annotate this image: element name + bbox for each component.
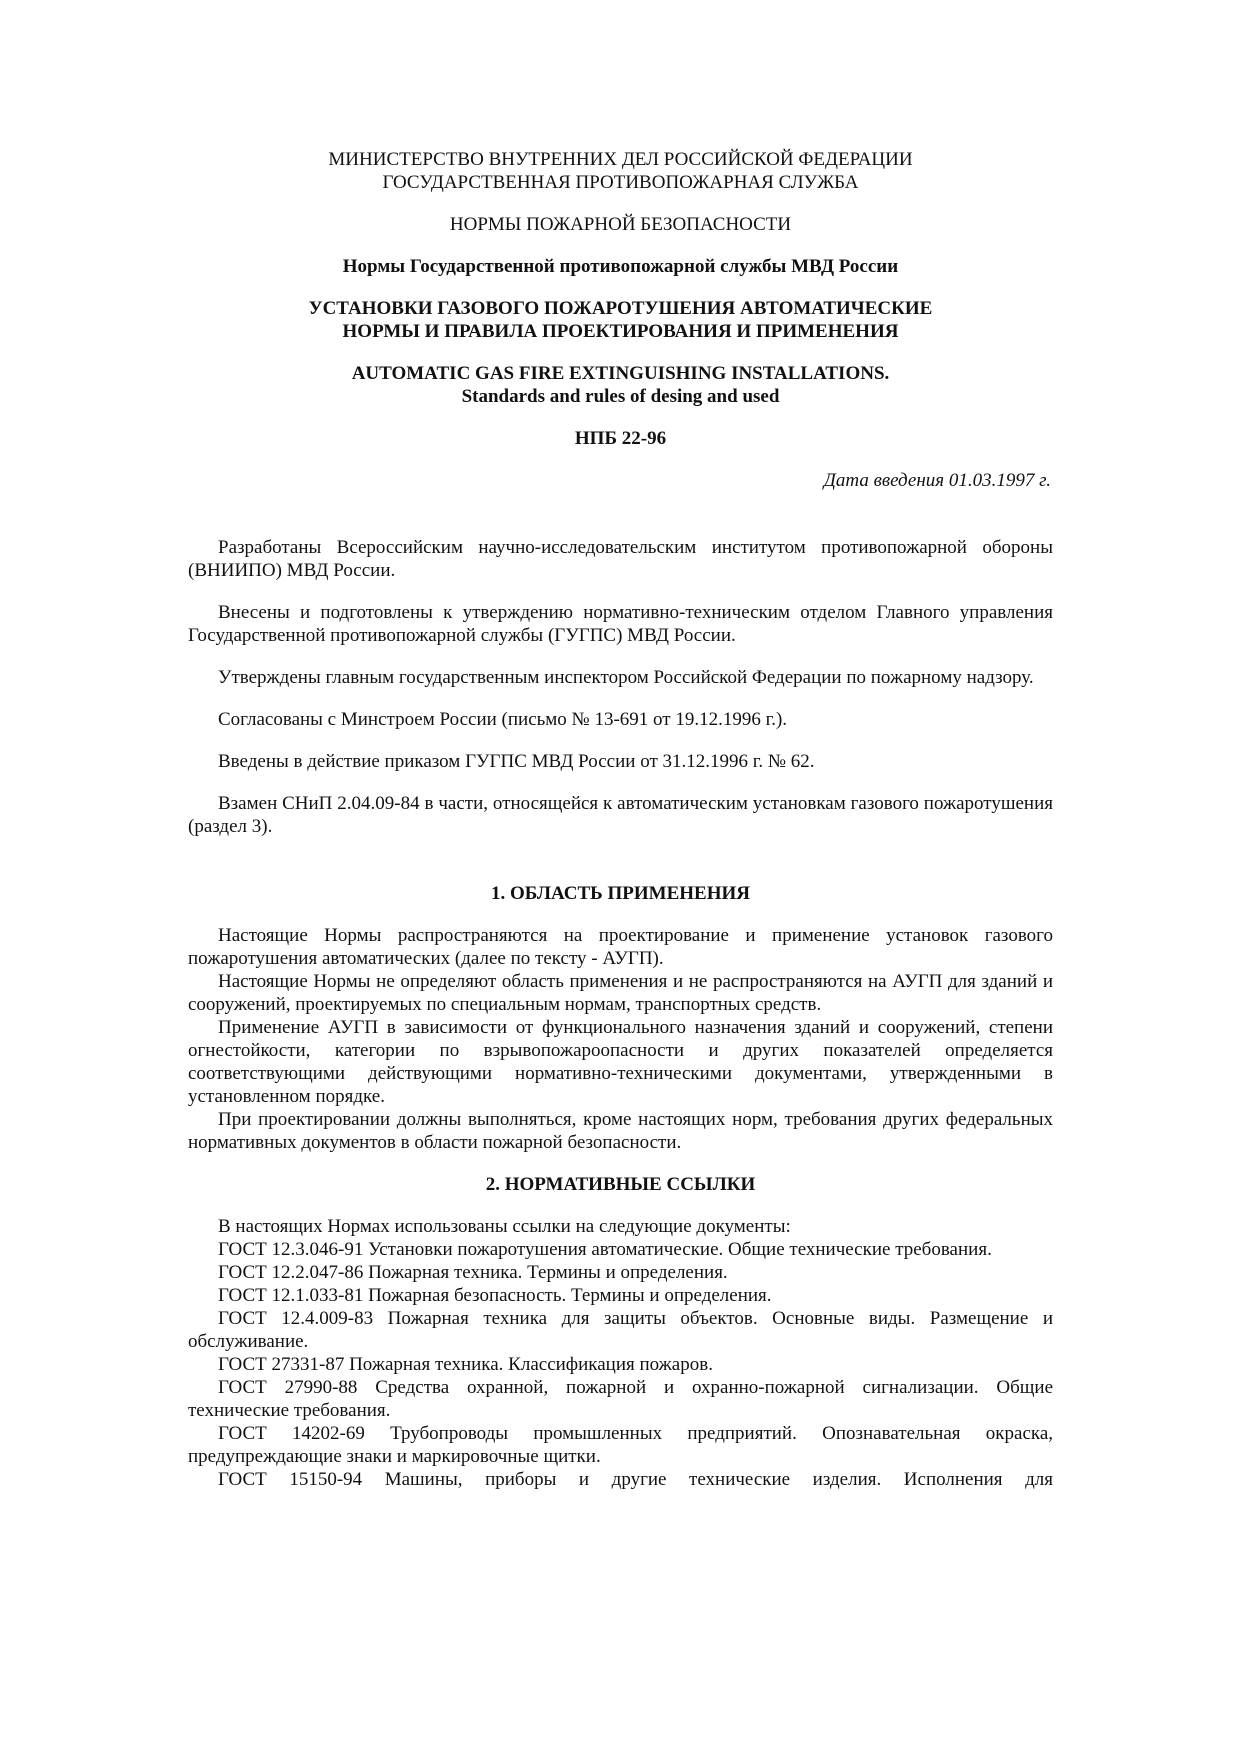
intro-enacted: Введены в действие приказом ГУГПС МВД России от 31.12.1996 г. № 62. [218, 751, 815, 772]
section-1-paragraph: При проектировании должны выполняться, кроме настоящих норм, требования других федеральных нормативных документов в области пожарной безопасности. [188, 1109, 1053, 1153]
norms-title: НОРМЫ ПОЖАРНОЙ БЕЗОПАСНОСТИ [449, 214, 792, 235]
reference-item: ГОСТ 15150-94 Машины, приборы и другие технические изделия. Исполнения для [218, 1469, 1053, 1490]
section-1-title: 1. ОБЛАСТЬ ПРИМЕНЕНИЯ [490, 883, 750, 904]
intro-submitted: Внесены и подготовлены к утверждению нормативно-техническим отделом Главного управления Государственной противопожарной службы (ГУГПС) МВД России. [188, 602, 1053, 646]
ministry-heading: МИНИСТЕРСТВО ВНУТРЕННИХ ДЕЛ РОССИЙСКОЙ ФЕДЕРАЦИИ [328, 149, 913, 170]
intro-agreed: Согласованы с Минстроем России (письмо № 13-691 от 19.12.1996 г.). [218, 709, 788, 730]
document-code: НПБ 22-96 [574, 428, 667, 449]
reference-item: ГОСТ 27990-88 Средства охранной, пожарной и охранно-пожарной сигнализации. Общие технические требования. [188, 1377, 1053, 1421]
section-1-paragraph: Настоящие Нормы не определяют область применения и не распространяются на АУГП для зданий и сооружений, проектируемых по специальным нормам, транспортных средств. [188, 971, 1053, 1015]
intro-approved: Утверждены главным государственным инспектором Российской Федерации по пожарному надзору. [218, 667, 1034, 688]
effective-date: Дата введения 01.03.1997 г. [823, 470, 1051, 491]
intro-replaces: Взамен СНиП 2.04.09-84 в части, относящейся к автоматическим установкам газового пожаротушения (раздел 3). [188, 793, 1053, 837]
section-2-title: 2. НОРМАТИВНЫЕ ССЫЛКИ [485, 1174, 756, 1195]
document-title-line-2: НОРМЫ И ПРАВИЛА ПРОЕКТИРОВАНИЯ И ПРИМЕНЕНИЯ [342, 321, 899, 342]
reference-item: ГОСТ 14202-69 Трубопроводы промышленных предприятий. Опознавательная окраска, предупреждающие знаки и маркировочные щитки. [188, 1423, 1053, 1467]
norms-subtitle: Нормы Государственной противопожарной службы МВД России [342, 256, 899, 277]
service-heading: ГОСУДАРСТВЕННАЯ ПРОТИВОПОЖАРНАЯ СЛУЖБА [382, 172, 859, 193]
reference-item: ГОСТ 12.3.046-91 Установки пожаротушения автоматические. Общие технические требования. [218, 1239, 992, 1260]
reference-item: ГОСТ 12.2.047-86 Пожарная техника. Термины и определения. [218, 1262, 728, 1283]
english-title-line-1: AUTOMATIC GAS FIRE EXTINGUISHING INSTALLATIONS. [351, 363, 890, 384]
document-page [188, 148, 1053, 1491]
section-2-intro: В настоящих Нормах использованы ссылки на следующие документы: [218, 1216, 791, 1237]
document-title-line-1: УСТАНОВКИ ГАЗОВОГО ПОЖАРОТУШЕНИЯ АВТОМАТИЧЕСКИЕ [308, 298, 933, 319]
english-title-line-2: Standards and rules of desing and used [461, 386, 780, 407]
reference-item: ГОСТ 12.4.009-83 Пожарная техника для защиты объектов. Основные виды. Размещение и обслуживание. [188, 1308, 1053, 1352]
intro-developed: Разработаны Всероссийским научно-исследовательским институтом противопожарной обороны (ВНИИПО) МВД России. [188, 537, 1053, 581]
section-1-paragraph: Настоящие Нормы распространяются на проектирование и применение установок газового пожаротушения автоматических (далее по тексту - АУГП). [188, 925, 1053, 969]
reference-item: ГОСТ 12.1.033-81 Пожарная безопасность. Термины и определения. [218, 1285, 772, 1306]
reference-item: ГОСТ 27331-87 Пожарная техника. Классификация пожаров. [218, 1354, 713, 1375]
section-1-paragraph: Применение АУГП в зависимости от функционального назначения зданий и сооружений, степени огнестойкости, категории по взрывопожароопасности и других показателей определяется соответствующими действующими нормативно-техническими документами, утвержденными в установленном порядке. [188, 1017, 1053, 1107]
